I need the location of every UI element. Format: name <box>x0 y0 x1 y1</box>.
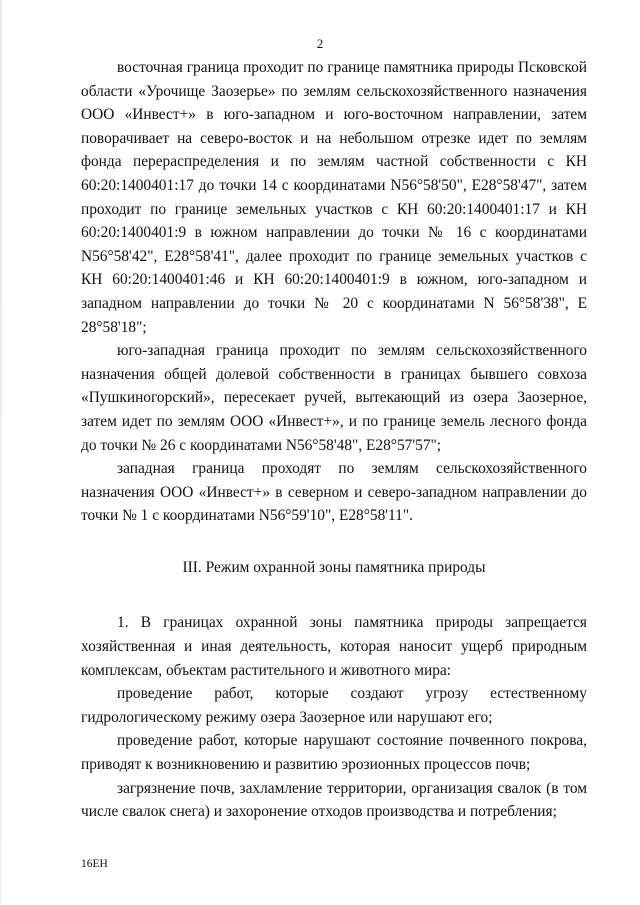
scan-edge <box>0 0 2 905</box>
footer-code: 16ЕН <box>81 858 108 870</box>
boundary-east-paragraph: восточная граница проходит по границе памятника природы Псковской области «Урочище Заозерье» по землям сельскохозяйственного назначения ООО «Инвест+» в юго-западном и юго-восточном направлении, затем поворачивает на северо-восток и на небольшом отрезке идет по землям фонда перераспределения и по землям частной собственности с КН 60:20:1400401:17 до точки 14 с координатами N56°58'50", E28°58'47", затем проходит по границе земельных участков с КН 60:20:1400401:17 и КН 60:20:1400401:9 в южном направлении до точки № 16 с координатами N56°58'42", E28°58'41", далее проходит по границе земельных участков с КН 60:20:1400401:46 и КН 60:20:1400401:9 в южном, юго-западном и западном направлении до точки № 20 с координатами N 56°58'38", E 28°58'18"; <box>81 59 587 336</box>
prohibition-item-hydrology: проведение работ, которые создают угрозу естественному гидрологическому режиму озера Заозерное или нарушают его; <box>81 685 587 726</box>
prohibition-intro-paragraph: 1. В границах охранной зоны памятника природы запрещается хозяйственная и иная деятельность, которая наносит ущерб природным комплексам, объектам растительного и животного мира: <box>81 614 587 679</box>
section-heading: III. Режим охранной зоны памятника природы <box>182 558 486 576</box>
prohibition-item-pollution: загрязнение почв, захламление территории, организация свалок (в том числе свалок снега) и захоронение отходов производства и потребления; <box>81 779 587 821</box>
boundary-west-paragraph: западная граница проходят по землям сельскохозяйственного назначения ООО «Инвест+» в северном и северо-западном направлении до точки № 1 с координатами N56°59'10", E28°58'11". <box>81 460 587 525</box>
prohibition-item-soil: проведение работ, которые нарушают состояние почвенного покрова, приводят к возникновению и развитию эрозионных процессов почв; <box>81 732 587 774</box>
document-body <box>81 56 587 824</box>
boundary-southwest-paragraph: юго-западная граница проходит по землям сельскохозяйственного назначения общей долевой собственности в границах бывшего совхоза «Пушкиногорский», пересекает ручей, вытекающий из озера Заозерное, затем идет по землям ООО «Инвест+», и по границе земель лесного фонда до точки № 26 с координатами N56°58'48", E28°57'57"; <box>81 342 587 454</box>
page-number: 2 <box>316 36 324 51</box>
